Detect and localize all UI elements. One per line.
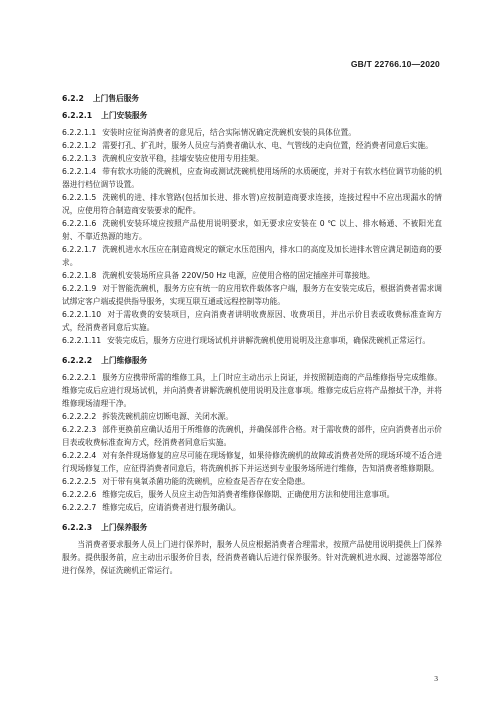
clause-number: 6.2.2.2.3 — [62, 425, 97, 434]
clause-item — [62, 126, 442, 139]
clause-item — [62, 217, 442, 243]
clause-item — [62, 191, 442, 217]
clause-number: 6.2.2.1.3 — [62, 154, 97, 163]
clause-item — [62, 139, 442, 152]
section-number: 6.2.2 — [62, 94, 84, 103]
subsection-title: 上门维修服务 — [101, 356, 148, 365]
clause-item — [62, 423, 442, 449]
clause-number: 6.2.2.2.2 — [62, 412, 97, 421]
clause-number: 6.2.2.1.6 — [62, 219, 97, 228]
clause-text: 安装完成后，服务方应进行现场试机并讲解洗碗机使用说明及注意事项，确保洗碗机正常运行。 — [107, 336, 431, 345]
clause-text: 维修完成后，应请消费者进行服务确认。 — [102, 503, 241, 512]
clause-number: 6.2.2.2.7 — [62, 503, 97, 512]
clause-text: 洗碗机安装场所应具备 220V/50 Hz 电源，应使用合格的固定插座并可靠接地。 — [102, 271, 375, 280]
clause-text: 安装时应征询消费者的意见后，结合实际情况确定洗碗机安装的具体位置。 — [102, 128, 356, 137]
subsection-heading-install — [62, 109, 442, 122]
section-heading-6-2-2 — [62, 92, 442, 105]
clause-item — [62, 282, 442, 308]
clause-text: 洗碗机应安放平稳，挂墙安装应使用专用挂架。 — [102, 154, 264, 163]
subsection-number: 6.2.2.2 — [62, 356, 93, 365]
subsection-title: 上门保养服务 — [101, 523, 148, 532]
clause-number: 6.2.2.1.5 — [62, 193, 97, 202]
clause-text: 洗碗机安装环境应按照产品使用说明要求，如无要求应安装在 0 ℃ 以上、排水畅通、不被阳光直射、不靠近热源的地方。 — [62, 219, 442, 241]
clause-text: 对于智能洗碗机，服务方应有统一的应用软件载体客户端，服务方在安装完成后，根据消费者需求调试绑定客户端或提供指导服务，实现互联互通或远程控制等功能。 — [62, 284, 442, 306]
clause-number: 6.2.2.1.11 — [62, 336, 102, 345]
document-body — [62, 92, 442, 577]
clause-item — [62, 269, 442, 282]
clause-text: 维修完成后，服务人员应主动告知消费者维修保修期、正确使用方法和使用注意事项。 — [102, 490, 395, 499]
install-clause-list — [62, 126, 442, 347]
clause-number: 6.2.2.1.9 — [62, 284, 97, 293]
page-number: 3 — [434, 674, 438, 683]
clause-item — [62, 410, 442, 423]
clause-item — [62, 488, 442, 501]
clause-text: 带有软水功能的洗碗机，应查询或测试洗碗机使用场所的水质硬度，并对于有软水档位调节功能的机器进行档位调节设置。 — [62, 167, 442, 189]
clause-item — [62, 449, 442, 475]
clause-text: 对有条件现场修复的应尽可能在现场修复，如果待修洗碗机的故障或消费者处所的现场环境不适合进行现场修复工作，应征得消费者同意后，将洗碗机拆下并运送到专业服务场所进行维修，告知消费者维修期限。 — [62, 451, 442, 473]
clause-number: 6.2.2.1.8 — [62, 271, 97, 280]
clause-item — [62, 371, 442, 410]
clause-item — [62, 152, 442, 165]
clause-item — [62, 243, 442, 269]
section-title: 上门售后服务 — [92, 94, 140, 103]
clause-text: 需要打孔、扩孔时，服务人员应与消费者确认水、电、气管线的走向位置，经消费者同意后实施。 — [102, 141, 433, 150]
standard-code: GB/T 22766.10—2020 — [350, 59, 440, 69]
subsection-title: 上门安装服务 — [101, 111, 148, 120]
clause-number: 6.2.2.1.2 — [62, 141, 97, 150]
clause-text: 服务方应携带所需的维修工具，上门时应主动出示上岗证，并按照制造商的产品维修指导完成维修。维修完成后应进行现场试机，并向消费者讲解洗碗机使用说明及注意事项。维修完成后应将产品擦拭干净，并将维修现场清理干净。 — [62, 373, 442, 408]
clause-item — [62, 501, 442, 514]
clause-text: 洗碗机进水水压应在制造商规定的额定水压范围内，排水口的高度及加长进排水管应满足制造商的要求。 — [62, 245, 442, 267]
clause-number: 6.2.2.1.4 — [62, 167, 97, 176]
repair-clause-list — [62, 371, 442, 514]
clause-number: 6.2.2.2.4 — [62, 451, 97, 460]
clause-number: 6.2.2.1.7 — [62, 245, 97, 254]
clause-text: 部件更换前应确认适用于所维修的洗碗机，并确保部件合格。对于需收费的部件，应向消费者出示价目表或收费标准查询方式，经消费者同意后实施。 — [62, 425, 442, 447]
maintenance-paragraph: 当消费者要求服务人员上门进行保养时，服务人员应根据消费者合理需求，按照产品使用说明提供上门保养服务。提供服务前，应主动出示服务价目表，经消费者确认后进行保养服务。针对洗碗机进水阀、过滤器等部位进行保养，保证洗碗机正常运行。 — [62, 540, 442, 575]
clause-number: 6.2.2.1.1 — [62, 128, 97, 137]
subsection-heading-repair — [62, 354, 442, 367]
clause-number: 6.2.2.2.5 — [62, 477, 97, 486]
clause-item — [62, 334, 442, 347]
clause-item — [62, 475, 442, 488]
clause-number: 6.2.2.2.6 — [62, 490, 97, 499]
clause-text: 洗碗机的进、排水管路(包括加长进、排水管)应按制造商要求连接，连接过程中不应出现漏水的情况，应使用符合制造商安装要求的配件。 — [62, 193, 442, 215]
clause-text: 对于需收费的安装项目，应向消费者讲明收费原因、收费项目，并出示价目表或收费标准查询方式，经消费者同意后实施。 — [62, 310, 442, 332]
clause-text: 对于带有臭氧杀菌功能的洗碗机，应检查是否存在安全隐患。 — [102, 477, 310, 486]
subsection-number: 6.2.2.1 — [62, 111, 93, 120]
subsection-heading-maintenance — [62, 521, 442, 534]
clause-item — [62, 308, 442, 334]
clause-text: 拆装洗碗机前应切断电源、关闭水源。 — [102, 412, 233, 421]
subsection-number: 6.2.2.3 — [62, 523, 93, 532]
clause-number: 6.2.2.1.10 — [62, 310, 102, 319]
clause-number: 6.2.2.2.1 — [62, 373, 97, 382]
clause-item — [62, 165, 442, 191]
